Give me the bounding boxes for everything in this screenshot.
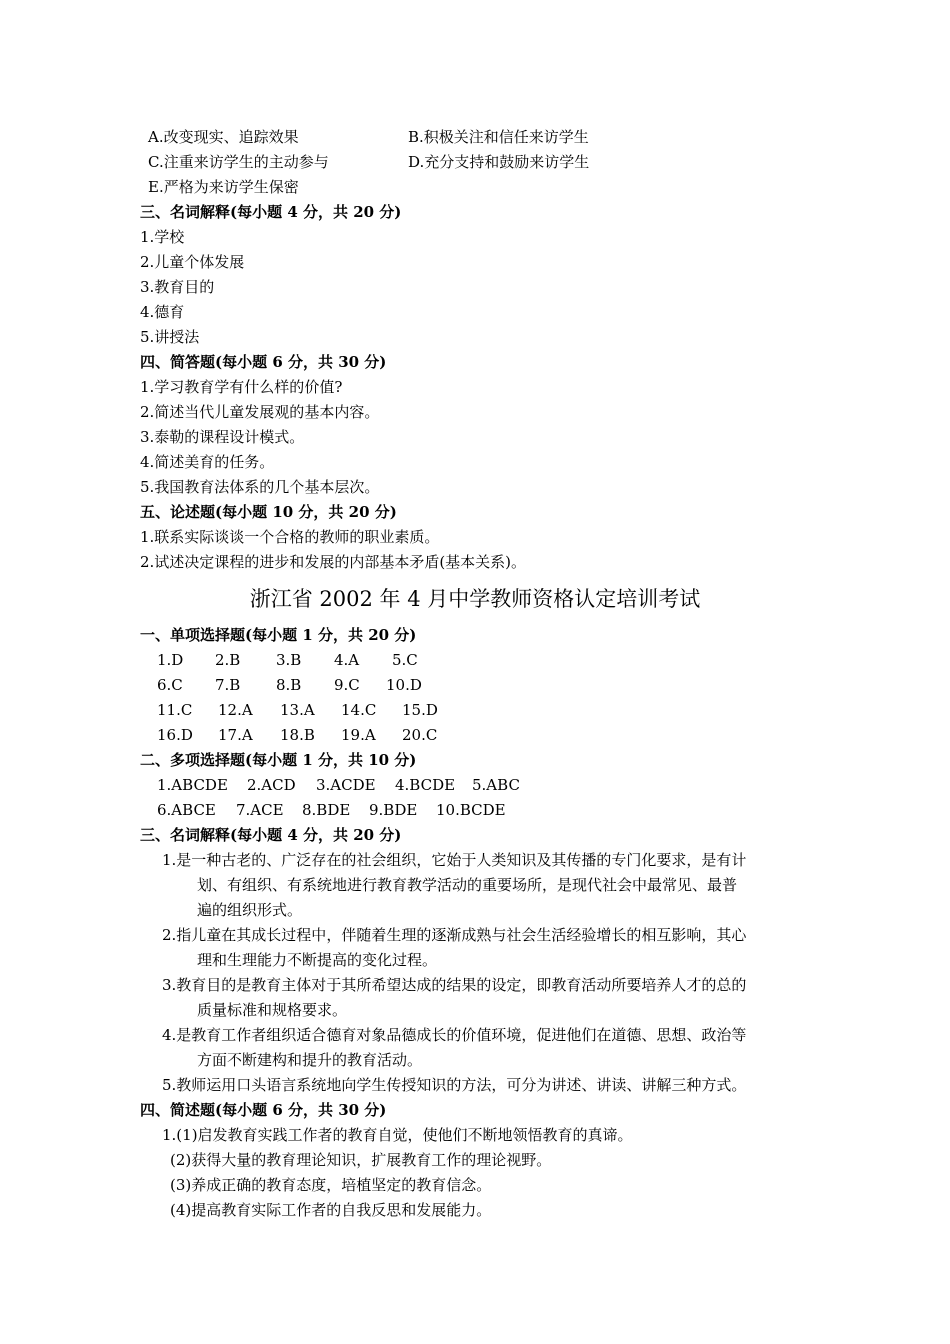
answer-item: 1.ABCDE bbox=[157, 776, 228, 794]
answer-item: 1.D bbox=[157, 651, 184, 669]
answer-item: 8.B bbox=[276, 676, 302, 694]
answer-item: 15.D bbox=[402, 701, 438, 719]
answer-item: 11.C bbox=[157, 701, 193, 719]
answer-paragraph-line: 1.是一种古老的、广泛存在的社会组织，它始于人类知识及其传播的专门化要求，是有计 bbox=[162, 851, 747, 869]
answer-item: 6.C bbox=[157, 676, 183, 694]
list-item: 5.讲授法 bbox=[140, 328, 200, 346]
answer-paragraph-line: 2.指儿童在其成长过程中，伴随着生理的逐渐成熟与社会生活经验增长的相互影响，其心 bbox=[162, 926, 747, 944]
answer-item: 13.A bbox=[280, 701, 315, 719]
list-item: 2.儿童个体发展 bbox=[140, 253, 245, 271]
answer-paragraph-line: 理和生理能力不断提高的变化过程。 bbox=[197, 951, 438, 969]
section-heading-multi: 二、多项选择题(每小题 1 分，共 10 分) bbox=[140, 751, 417, 769]
list-item: 1.学习教育学有什么样的价值? bbox=[140, 378, 343, 396]
answer-item: 3.B bbox=[276, 651, 302, 669]
answer-item: 20.C bbox=[402, 726, 438, 744]
list-item: 3.泰勒的课程设计模式。 bbox=[140, 428, 305, 446]
answer-paragraph-line: 3.教育目的是教育主体对于其所希望达成的结果的设定，即教育活动所要培养人才的总的 bbox=[162, 976, 747, 994]
list-item: 2.简述当代儿童发展观的基本内容。 bbox=[140, 403, 380, 421]
section-heading-essay: 五、论述题(每小题 10 分，共 20 分) bbox=[140, 503, 397, 521]
list-item: 2.试述决定课程的进步和发展的内部基本矛盾(基本关系)。 bbox=[140, 553, 527, 571]
list-item: 4.德育 bbox=[140, 303, 185, 321]
answer-item: 8.BDE bbox=[302, 801, 351, 819]
answer-item: 14.C bbox=[341, 701, 377, 719]
list-item: 3.教育目的 bbox=[140, 278, 215, 296]
answer-item: 7.ACE bbox=[236, 801, 284, 819]
section-heading-short: 四、简答题(每小题 6 分，共 30 分) bbox=[140, 353, 387, 371]
answer-paragraph-line: 遍的组织形式。 bbox=[197, 901, 303, 919]
list-item: 4.简述美育的任务。 bbox=[140, 453, 275, 471]
list-item: 5.我国教育法体系的几个基本层次。 bbox=[140, 478, 380, 496]
answer-paragraph-line: 5.教师运用口头语言系统地向学生传授知识的方法，可分为讲述、讲读、讲解三种方式。 bbox=[162, 1076, 747, 1094]
option-d: D.充分支持和鼓励来访学生 bbox=[408, 153, 590, 171]
answer-item: 2.ACD bbox=[247, 776, 296, 794]
answer-paragraph-line: 划、有组织、有系统地进行教育教学活动的重要场所，是现代社会中最常见、最普 bbox=[197, 876, 738, 894]
answer-item: 10.BCDE bbox=[436, 801, 506, 819]
answer-paragraph-line: 方面不断建构和提升的教育活动。 bbox=[197, 1051, 423, 1069]
option-a: A.改变现实、追踪效果 bbox=[148, 128, 299, 146]
answer-item: 16.D bbox=[157, 726, 193, 744]
answer-item: 17.A bbox=[218, 726, 253, 744]
answer-item: 18.B bbox=[280, 726, 315, 744]
page-title: 浙江省 2002 年 4 月中学教师资格认定培训考试 bbox=[249, 587, 701, 611]
answer-item: 10.D bbox=[386, 676, 422, 694]
answer-paragraph-line: 4.是教育工作者组织适合德育对象品德成长的价值环境，促进他们在道德、思想、政治等 bbox=[162, 1026, 747, 1044]
answer-item: 3.ACDE bbox=[316, 776, 376, 794]
answer-item: 9.BDE bbox=[369, 801, 418, 819]
answer-item: 5.C bbox=[392, 651, 418, 669]
answer-line: 1.(1)启发教育实践工作者的教育自觉，使他们不断地领悟教育的真谛。 bbox=[162, 1126, 633, 1144]
option-c: C.注重来访学生的主动参与 bbox=[148, 153, 329, 171]
option-e: E.严格为来访学生保密 bbox=[148, 178, 299, 196]
section-heading-single: 一、单项选择题(每小题 1 分，共 20 分) bbox=[140, 626, 417, 644]
answer-item: 4.BCDE bbox=[395, 776, 456, 794]
answer-item: 6.ABCE bbox=[157, 801, 216, 819]
answer-item: 12.A bbox=[218, 701, 253, 719]
answer-item: 4.A bbox=[334, 651, 360, 669]
option-b: B.积极关注和信任来访学生 bbox=[408, 128, 589, 146]
answer-line: (3)养成正确的教育态度，培植坚定的教育信念。 bbox=[170, 1176, 492, 1194]
answer-item: 7.B bbox=[215, 676, 241, 694]
answer-item: 9.C bbox=[334, 676, 360, 694]
list-item: 1.学校 bbox=[140, 228, 185, 246]
answer-item: 2.B bbox=[215, 651, 241, 669]
section-heading-terms: 三、名词解释(每小题 4 分，共 20 分) bbox=[140, 203, 402, 221]
answer-item: 19.A bbox=[341, 726, 376, 744]
section-heading-terms-answers: 三、名词解释(每小题 4 分，共 20 分) bbox=[140, 826, 402, 844]
answer-item: 5.ABC bbox=[472, 776, 520, 794]
answer-paragraph-line: 质量标准和规格要求。 bbox=[197, 1001, 348, 1019]
list-item: 1.联系实际谈谈一个合格的教师的职业素质。 bbox=[140, 528, 440, 546]
answer-line: (2)获得大量的教育理论知识，扩展教育工作的理论视野。 bbox=[170, 1151, 552, 1169]
answer-line: (4)提高教育实际工作者的自我反思和发展能力。 bbox=[170, 1201, 492, 1219]
section-heading-short-answers: 四、简述题(每小题 6 分，共 30 分) bbox=[140, 1101, 387, 1119]
